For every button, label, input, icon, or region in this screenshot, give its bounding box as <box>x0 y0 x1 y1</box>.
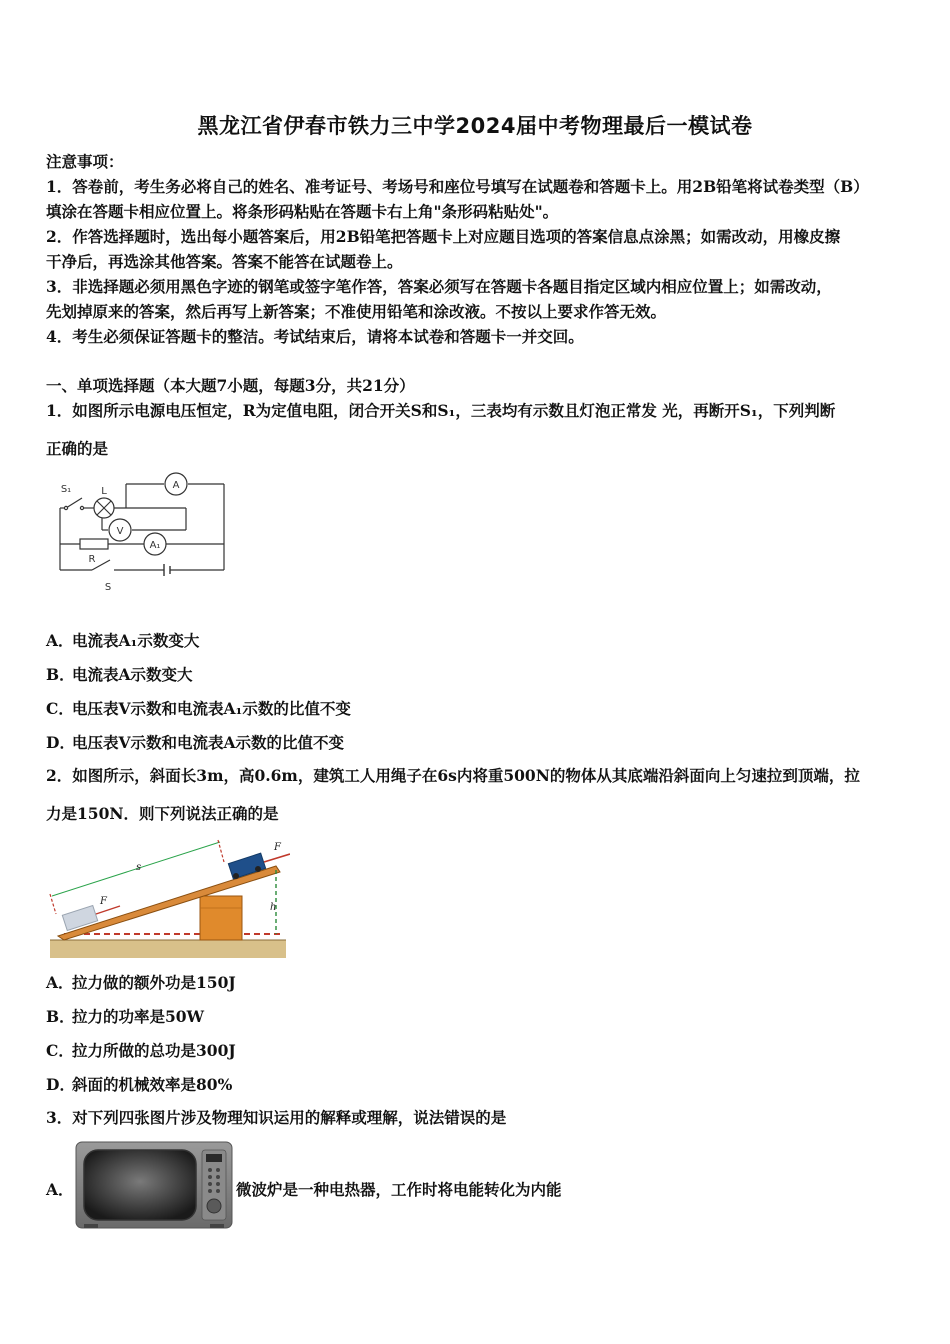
resistor-r-label: R <box>88 554 96 565</box>
incline-diagram <box>44 836 290 960</box>
option-label: C． <box>46 699 74 718</box>
option-text: 拉力做的额外功是150J <box>72 973 236 992</box>
question-stem: 3．对下列四张图片涉及物理知识运用的解释或理解，说法错误的是 <box>46 1108 507 1127</box>
circuit-diagram <box>52 472 232 596</box>
notice-line: 填涂在答题卡相应位置上。将条形码粘贴在答题卡右上角"条形码粘贴处"。 <box>46 202 559 221</box>
option-text: 拉力所做的总功是300J <box>72 1041 236 1060</box>
switch-s1-label: S₁ <box>60 484 72 495</box>
option-text: 斜面的机械效率是80% <box>72 1075 233 1094</box>
incline-length-label: s <box>136 862 142 873</box>
option-label: B． <box>46 1007 75 1026</box>
option-item <box>46 1073 232 1095</box>
force-label: F <box>100 896 107 907</box>
question-stem: 2．如图所示，斜面长3m，高0.6m，建筑工人用绳子在6s内将重500N的物体从其底端沿斜面向上匀速拉到顶端，拉 <box>46 766 860 785</box>
ammeter-a-label: A <box>172 480 180 491</box>
option-label: A． <box>46 973 74 992</box>
notice-line: 先划掉原来的答案，然后再写上新答案；不准使用铅笔和涂改液。不按以上要求作答无效。 <box>46 302 667 321</box>
question-stem: 1．如图所示电源电压恒定，R为定值电阻，闭合开关S和S₁，三表均有示数且灯泡正常发 光，再断开S₁，下列判断 <box>46 401 836 420</box>
force-label: F <box>274 842 281 853</box>
option-item <box>46 1140 746 1232</box>
option-item <box>46 663 193 685</box>
option-item <box>46 731 344 753</box>
notice-line: 1．答卷前，考生务必将自己的姓名、准考证号、考场号和座位号填写在试题卷和答题卡上。用2B铅笔将试卷类型（B） <box>46 177 869 196</box>
notice-line: 4．考生必须保证答题卡的整洁。考试结束后，请将本试卷和答题卡一并交回。 <box>46 327 584 346</box>
option-item <box>46 697 351 719</box>
notice-line: 3．非选择题必须用黑色字迹的钢笔或签字笔作答，答案必须写在答题卡各题目指定区域内相应位置上；如需改动， <box>46 277 832 296</box>
section-heading: 一、单项选择题（本大题7小题，每题3分，共21分） <box>46 376 415 395</box>
switch-s-label: S <box>104 582 112 593</box>
lamp-l-label: L <box>101 486 107 497</box>
option-item <box>46 1039 236 1061</box>
option-label: A． <box>46 631 74 650</box>
option-item <box>46 971 236 993</box>
option-text: 微波炉是一种电热器，工作时将电能转化为内能 <box>236 1180 562 1199</box>
option-label: A． <box>46 1180 74 1199</box>
option-text: 拉力的功率是50W <box>72 1007 204 1026</box>
microwave-icon <box>74 1140 234 1232</box>
page-title: 黑龙江省伊春市铁力三中学2024届中考物理最后一模试卷 <box>197 114 753 138</box>
question-stem: 力是150N．则下列说法正确的是 <box>46 804 279 823</box>
option-text: 电流表A示数变大 <box>72 665 193 684</box>
option-item <box>46 629 199 651</box>
option-label: B． <box>46 665 75 684</box>
option-text: 电压表V示数和电流表A示数的比值不变 <box>72 733 345 752</box>
notice-line: 2．作答选择题时，选出每小题答案后，用2B铅笔把答题卡上对应题目选项的答案信息点涂黑；如需改动，用橡皮擦 <box>46 227 841 246</box>
option-text: 电流表A₁示数变大 <box>72 631 200 650</box>
option-text: 电压表V示数和电流表A₁示数的比值不变 <box>72 699 351 718</box>
option-label: D． <box>46 1075 75 1094</box>
option-item <box>46 1005 204 1027</box>
question-stem: 正确的是 <box>46 439 109 458</box>
voltmeter-v-label: V <box>116 526 124 537</box>
option-label: D． <box>46 733 75 752</box>
height-label: h <box>270 902 277 913</box>
option-label: C． <box>46 1041 74 1060</box>
notice-heading: 注意事项： <box>46 152 124 171</box>
notice-line: 干净后，再选涂其他答案。答案不能答在试题卷上。 <box>46 252 403 271</box>
ammeter-a1-label: A₁ <box>149 540 161 551</box>
